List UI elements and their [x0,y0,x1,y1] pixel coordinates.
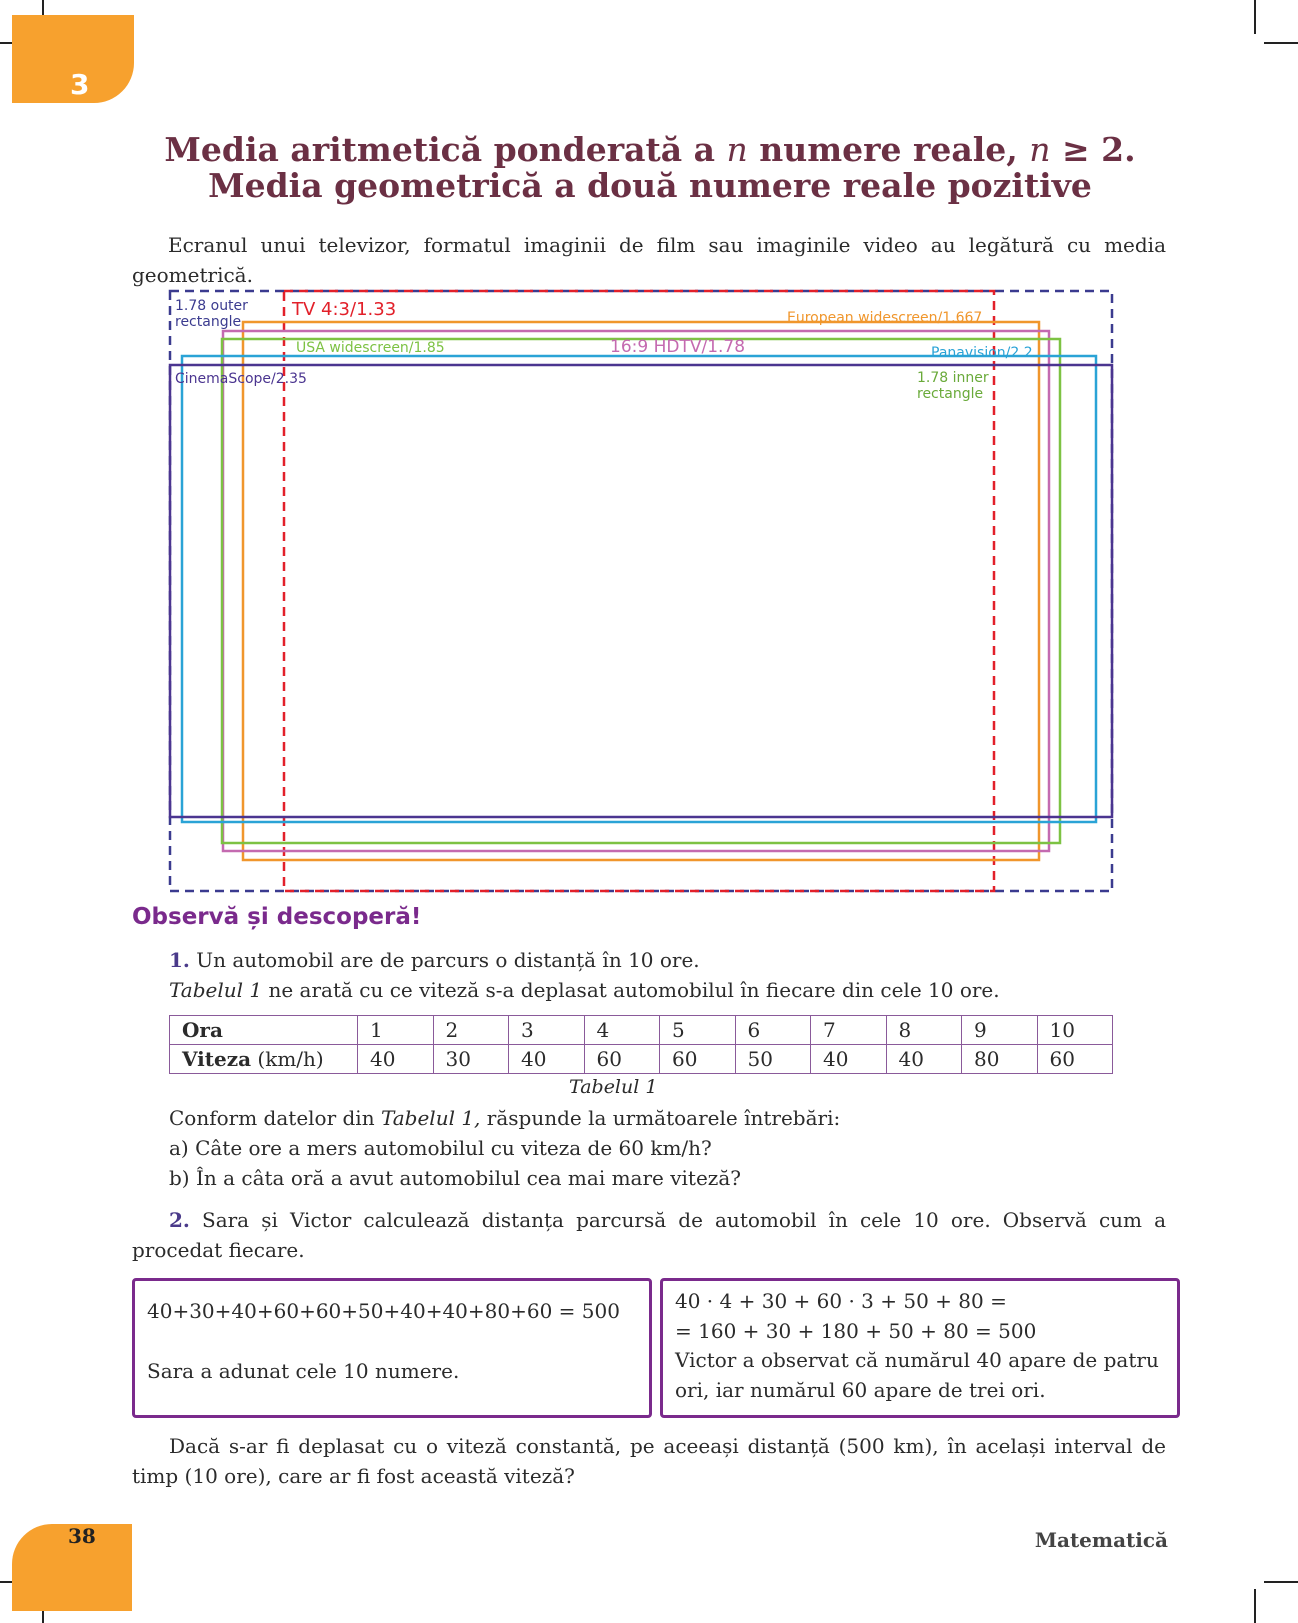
page-title-line2: Media geometrică a două numere reale pozitive [208,166,1092,205]
table-cell: 1 [358,1016,434,1045]
cinemascope-rectangle [170,365,1112,817]
aspect-ratio-diagram [160,286,1120,896]
sara-formula: 40+30+40+60+60+50+40+40+80+60 = 500 [147,1299,620,1323]
table-cell: 40 [509,1045,585,1074]
table-cell: 5 [660,1016,736,1045]
outer-label-2: rectangle [175,314,242,330]
intro-paragraph: Ecranul unui televizor, formatul imaginii de film sau imaginile video au legătură cu media geometrică. [132,233,1166,287]
page-title-line1: Media aritmetică ponderată a n numere reale, n ≥ 2. [164,130,1136,169]
table-cell: 40 [811,1045,887,1074]
inner-label-2: rectangle [917,386,984,402]
crop-mark [1254,0,1256,34]
table-row-hours [170,1016,1113,1045]
problem1-line2: Tabelul 1 ne arată cu ce viteză s-a deplasat automobilul în fiecare din cele 10 ore. [169,978,1000,1002]
hdtv-label: 16:9 HDTV/1.78 [610,337,746,357]
table-cell: 30 [433,1045,509,1074]
european-widescreen-rectangle [243,322,1039,860]
table-row-speeds [170,1045,1113,1074]
table-caption: Tabelul 1 [569,1076,658,1098]
hdtv-rectangle [223,331,1049,851]
panavision-rectangle [182,356,1096,822]
victor-note: Victor a observat că numărul 40 apare de patru ori, iar numărul 60 apare de trei ori. [675,1348,1159,1402]
chapter-number: 3 [70,68,90,101]
table-cell: 8 [886,1016,962,1045]
problem2-statement: 2. Sara și Victor calculează distanța parcursă de automobil în cele 10 ore. Observă cum a procedat fiecare. [132,1208,1167,1262]
outer-label-1: 1.78 outer [175,298,248,314]
table-cell: 2 [433,1016,509,1045]
table-cell: 60 [660,1045,736,1074]
problem1-statement [169,945,1169,975]
european-label: European widescreen/1.667 [787,310,983,326]
table-cell: 80 [962,1045,1038,1074]
table-cell: 9 [962,1016,1038,1045]
sara-note: Sara a adunat cele 10 numere. [147,1359,460,1383]
problem1-text: Un automobil are de parcurs o distanță în 10 ore. [196,948,700,972]
section-heading: Observă și descoperă! [132,904,422,930]
table-cell: 40 [358,1045,434,1074]
table-row-head-hour: Ora [170,1016,358,1045]
cinemascope-label: CinemaScope/2.35 [175,371,307,387]
footer-subject: Matematică [1034,1528,1168,1552]
problem1-prompt: Conform datelor din Tabelul 1, răspunde la următoarele întrebări: [169,1106,841,1130]
table-cell: 60 [1037,1045,1113,1074]
table-cell: 50 [735,1045,811,1074]
panavision-label: Panavision/2.2 [931,345,1033,361]
table-row-head-speed: Viteza (km/h) [170,1045,358,1074]
table-cell: 40 [886,1045,962,1074]
table-cell: 60 [584,1045,660,1074]
usa-widescreen-rectangle [222,339,1060,843]
question-b: b) În a câta oră a avut automobilul cea mai mare viteză? [169,1166,741,1190]
closing-question: Dacă s-ar fi deplasat cu o viteză constantă, pe aceeași distanță (500 km), în același interval de timp (10 ore), care ar fi fost această viteză? [132,1434,1166,1488]
tv-label: TV 4:3/1.33 [292,299,397,320]
sara-solution-box [132,1278,652,1418]
crop-mark [1264,42,1298,44]
table-cell: 10 [1037,1016,1113,1045]
table-cell: 7 [811,1016,887,1045]
table-cell: 6 [735,1016,811,1045]
problem1-number: 1. [169,948,190,972]
victor-line1: 40 · 4 + 30 + 60 · 3 + 50 + 80 = [675,1289,1007,1313]
crop-mark [1264,1581,1298,1583]
victor-line2: = 160 + 30 + 180 + 50 + 80 = 500 [675,1319,1037,1343]
page-number: 38 [68,1524,96,1548]
question-a: a) Câte ore a mers automobilul cu viteza de 60 km/h? [169,1136,712,1160]
victor-solution-box [660,1278,1180,1418]
usa-label: USA widescreen/1.85 [296,340,445,356]
crop-mark [1254,1589,1256,1623]
table-cell: 3 [509,1016,585,1045]
inner-label-1: 1.78 inner [917,370,989,386]
tv-133-rectangle [284,291,994,891]
speed-table [169,1015,1113,1074]
table-cell: 4 [584,1016,660,1045]
